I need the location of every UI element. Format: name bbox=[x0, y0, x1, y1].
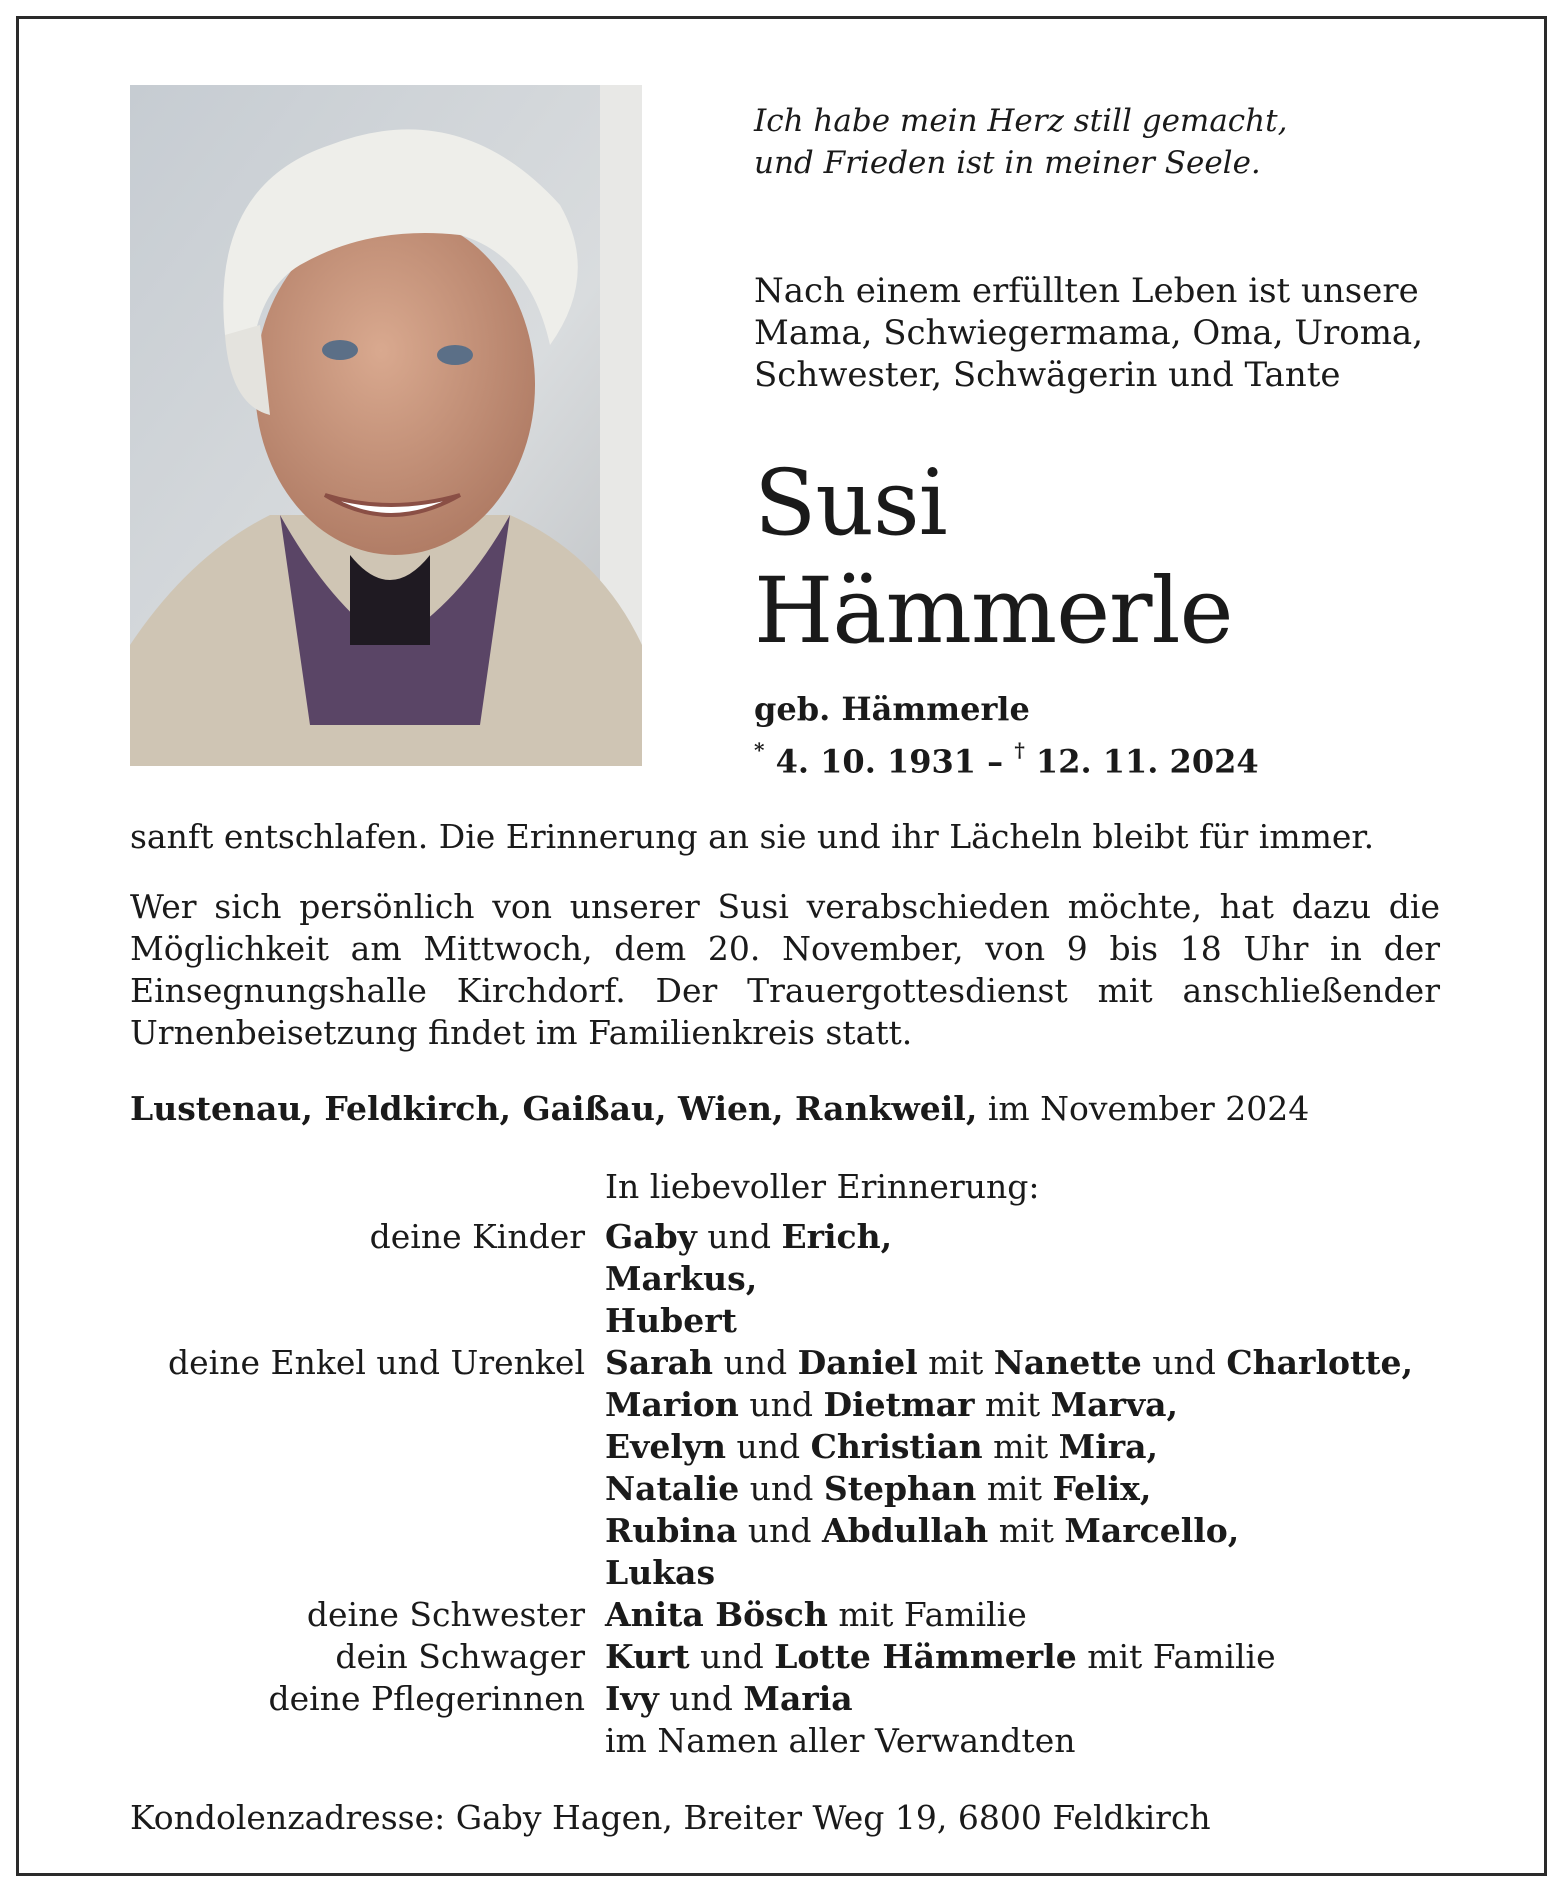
birth-date: 4. 10. 1931 bbox=[775, 742, 977, 781]
mourner-name: Lotte Hämmerle bbox=[774, 1637, 1077, 1676]
deceased-name bbox=[754, 450, 1233, 666]
mourner-group bbox=[130, 1636, 1440, 1678]
connector-text: mit bbox=[976, 1469, 1053, 1508]
relation-label: dein Schwager bbox=[335, 1637, 585, 1676]
closing-line: im Namen aller Verwandten bbox=[605, 1721, 1076, 1760]
connector-text: und bbox=[726, 1427, 811, 1466]
mourner-name: Rubina bbox=[605, 1511, 738, 1550]
first-name: Susi bbox=[754, 451, 947, 556]
mourner-name: Anita Bösch bbox=[605, 1595, 828, 1634]
mourner-name: Ivy bbox=[605, 1679, 659, 1718]
mourner-line bbox=[605, 1594, 1440, 1636]
connector-text: mit Familie bbox=[1076, 1637, 1276, 1676]
death-symbol: † bbox=[1014, 738, 1025, 762]
portrait-photo bbox=[130, 85, 642, 766]
mourner-line bbox=[605, 1510, 1440, 1552]
mourner-name: Evelyn bbox=[605, 1427, 727, 1466]
connector-text: mit bbox=[974, 1385, 1051, 1424]
date-separator: – bbox=[987, 742, 1004, 781]
mourner-name: Hubert bbox=[605, 1301, 737, 1340]
mourner-line bbox=[605, 1468, 1440, 1510]
mourner-name: Natalie bbox=[605, 1469, 740, 1508]
mourner-line bbox=[605, 1678, 1440, 1720]
connector-text: und bbox=[689, 1637, 775, 1676]
mourner-line bbox=[605, 1342, 1440, 1384]
life-dates bbox=[754, 733, 1259, 783]
mourner-group bbox=[130, 1216, 1440, 1342]
connector-text: und bbox=[1141, 1343, 1227, 1382]
mourner-name: Marcello, bbox=[1064, 1511, 1240, 1550]
connector-text: mit bbox=[988, 1511, 1065, 1550]
quote-line: Ich habe mein Herz still gemacht, bbox=[754, 103, 1288, 139]
mourner-name: Mira, bbox=[1058, 1427, 1158, 1466]
mourner-names bbox=[605, 1216, 1440, 1342]
connector-text: mit bbox=[917, 1343, 994, 1382]
places-date: im November 2024 bbox=[977, 1089, 1310, 1128]
mourner-name: Kurt bbox=[605, 1637, 690, 1676]
mourner-name: Stephan bbox=[823, 1469, 977, 1508]
condolence-address: Kondolenzadresse: Gaby Hagen, Breiter Weg 19, 6800 Feldkirch bbox=[130, 1798, 1211, 1837]
connector-text: und bbox=[696, 1217, 782, 1256]
relation-label: deine Kinder bbox=[369, 1217, 585, 1256]
intro-line: Schwester, Schwägerin und Tante bbox=[754, 355, 1341, 395]
places-list: Lustenau, Feldkirch, Gaißau, Wien, Rankweil, bbox=[130, 1089, 978, 1128]
quote-line: und Frieden ist in meiner Seele. bbox=[754, 145, 1261, 181]
mourner-name: Nanette bbox=[993, 1343, 1142, 1382]
mourner-line bbox=[605, 1384, 1440, 1426]
mourner-line bbox=[605, 1216, 1440, 1258]
mourner-name: Lukas bbox=[605, 1553, 716, 1592]
intro-line: Nach einem erfüllten Leben ist unsere bbox=[754, 271, 1419, 311]
intro-line: Mama, Schwiegermama, Oma, Uroma, bbox=[754, 313, 1424, 353]
mourner-group bbox=[130, 1594, 1440, 1636]
mourner-group bbox=[130, 1342, 1440, 1594]
mourner-line bbox=[605, 1636, 1440, 1678]
mourner-name: Marva, bbox=[1050, 1385, 1178, 1424]
mourner-names bbox=[605, 1636, 1440, 1678]
mourner-name: Erich, bbox=[781, 1217, 893, 1256]
last-name: Hämmerle bbox=[754, 559, 1233, 664]
mourner-names bbox=[605, 1678, 1440, 1720]
farewell-paragraph: Wer sich persönlich von unserer Susi verabschieden möchte, hat dazu die Möglichkeit am Mittwoch, dem 20. November, von 9 bis 18 Uhr in der Einsegnungshalle Kirchdorf. Der Trauergottesdienst mit anschließender Urnenbeisetzung findet im Familienkreis statt. bbox=[130, 887, 1440, 1052]
connector-text: und bbox=[738, 1385, 824, 1424]
mourner-name: Daniel bbox=[797, 1343, 918, 1382]
remembrance-heading: In liebevoller Erinnerung: bbox=[605, 1167, 1040, 1206]
epitaph-quote bbox=[754, 100, 1454, 184]
mourner-names bbox=[605, 1342, 1440, 1594]
connector-text: und bbox=[737, 1511, 823, 1550]
mourner-line bbox=[605, 1426, 1440, 1468]
mourner-name: Christian bbox=[810, 1427, 983, 1466]
connector-text: und bbox=[739, 1469, 824, 1508]
passing-sentence: sanft entschlafen. Die Erinnerung an sie und ihr Lächeln bleibt für immer. bbox=[130, 817, 1375, 856]
mourner-line bbox=[605, 1552, 1440, 1594]
mourner-name: Sarah bbox=[605, 1343, 713, 1382]
mourner-name: Maria bbox=[743, 1679, 853, 1718]
mourner-name: Markus, bbox=[605, 1259, 758, 1298]
connector-text: mit Familie bbox=[827, 1595, 1027, 1634]
mourner-name: Charlotte, bbox=[1226, 1343, 1413, 1382]
mourners-list bbox=[130, 1216, 1440, 1720]
connector-text: und bbox=[712, 1343, 798, 1382]
mourner-name: Marion bbox=[605, 1385, 739, 1424]
birth-symbol: * bbox=[754, 738, 765, 762]
birth-name: geb. Hämmerle bbox=[754, 690, 1030, 728]
mourner-line bbox=[605, 1258, 1440, 1300]
relation-label: deine Enkel und Urenkel bbox=[168, 1343, 585, 1382]
connector-text: und bbox=[658, 1679, 744, 1718]
places-line bbox=[130, 1088, 1440, 1130]
mourner-name: Abdullah bbox=[822, 1511, 989, 1550]
relation-label: deine Pflegerinnen bbox=[268, 1679, 585, 1718]
connector-text: mit bbox=[982, 1427, 1059, 1466]
mourner-group bbox=[130, 1678, 1440, 1720]
death-date: 12. 11. 2024 bbox=[1035, 742, 1259, 781]
mourner-line bbox=[605, 1300, 1440, 1342]
mourner-name: Dietmar bbox=[823, 1385, 975, 1424]
mourner-names bbox=[605, 1594, 1440, 1636]
relation-label: deine Schwester bbox=[306, 1595, 585, 1634]
mourner-name: Gaby bbox=[605, 1217, 697, 1256]
intro-text bbox=[754, 270, 1439, 396]
mourner-name: Felix, bbox=[1052, 1469, 1152, 1508]
